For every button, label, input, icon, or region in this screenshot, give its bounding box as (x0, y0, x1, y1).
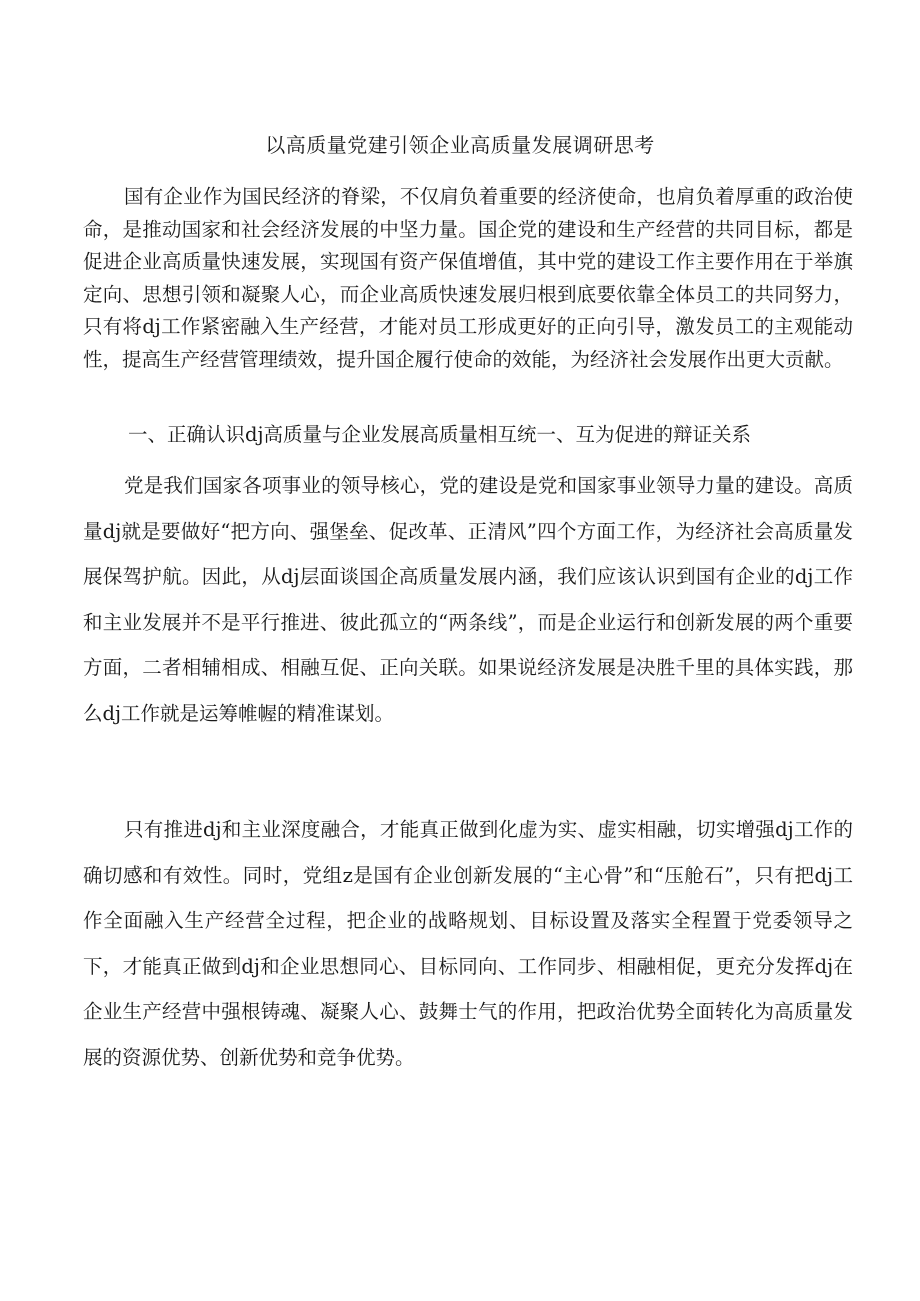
section-heading: 一、正确认识dj高质量与企业发展高质量相互统一、互为促进的辩证关系 (128, 423, 752, 446)
body-paragraph-2: 只有推进dj和主业深度融合，才能真正做到化虚为实、虚实相融，切实增强dj工作的确切感和有效性。同时，党组z是国有企业创新发展的“主心骨”和“压舱石”，只有把dj工作全面融入生产经营全过程，把企业的战略规划、目标设置及落实全程置于党委领导之下，才能真正做到dj和企业思想同心、目标同向、工作同步、相融相促，更充分发挥dj在企业生产经营中强根铸魂、凝聚人心、鼓舞士气的作用，把政治优势全面转化为高质量发展的资源优势、创新优势和竞争优势。 (83, 818, 853, 1069)
intro-paragraph: 国有企业作为国民经济的脊梁，不仅肩负着重要的经济使命，也肩负着厚重的政治使命，是推动国家和社会经济发展的中坚力量。国企党的建设和生产经营的共同目标，都是促进企业高质量快速发展，实现国有资产保值增值，其中党的建设工作主要作用在于举旗定向、思想引领和凝聚人心，而企业高质快速发展归根到底要依靠全体员工的共同努力，只有将dj工作紧密融入生产经营，才能对员工形成更好的正向引导，激发员工的主观能动性，提高生产经营管理绩效，提升国企履行使命的效能，为经济社会发展作出更大贡献。 (83, 185, 853, 371)
document-title: 以高质量党建引领企业高质量发展调研思考 (265, 133, 655, 157)
body-paragraph-1: 党是我们国家各项事业的领导核心，党的建设是党和国家事业领导力量的建设。高质量dj就是要做好“把方向、强堡垒、促改革、正清风”四个方面工作，为经济社会高质量发展保驾护航。因此，从dj层面谈国企高质量发展内涵，我们应该认识到国有企业的dj工作和主业发展并不是平行推进、彼此孤立的“两条线”，而是企业运行和创新发展的两个重要方面，二者相辅相成、相融互促、正向关联。如果说经济发展是决胜千里的具体实践，那么dj工作就是运筹帷幄的精准谋划。 (83, 474, 853, 725)
